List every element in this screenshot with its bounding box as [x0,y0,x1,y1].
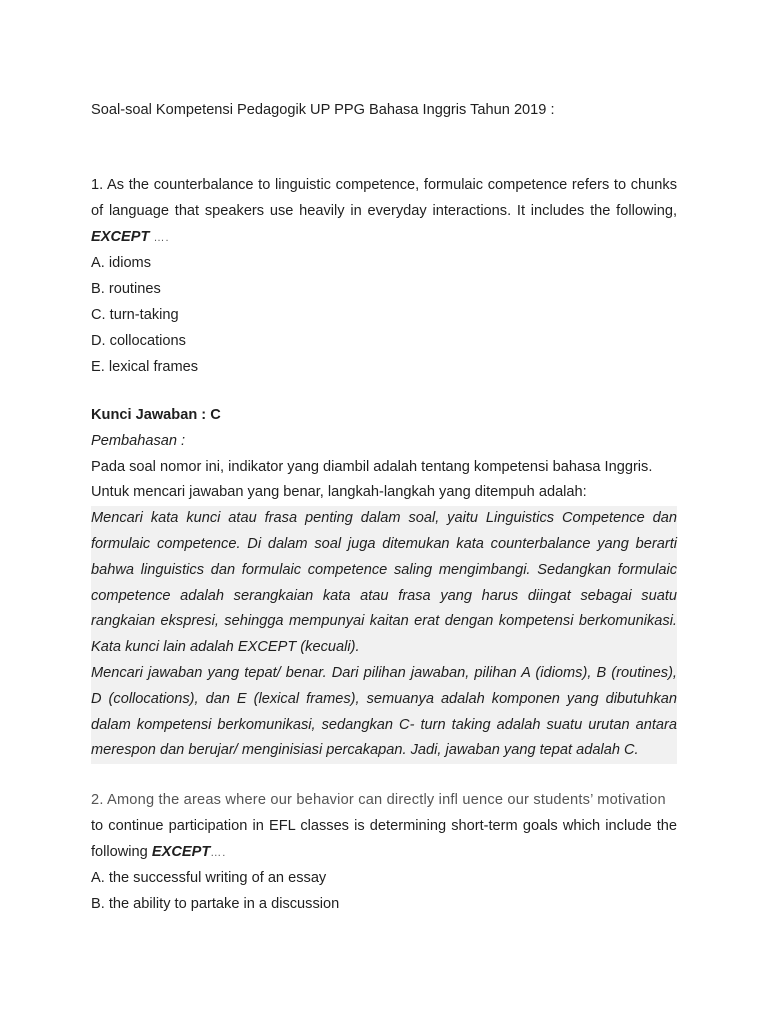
question-1-option-c: C. turn-taking [91,306,179,323]
question-1-option-a: A. idioms [91,255,152,272]
question-2-first-line: 2. Among the areas where our behavior can directly infl uence our students’ motivation [91,792,666,808]
answer-1-section [91,403,677,764]
question-1-option-b: B. routines [91,281,161,298]
question-2 [91,788,677,918]
pembahasan-step-2: Mencari jawaban yang tepat/ benar. Dari pilihan jawaban, pilihan A (idioms), B (routines), D (collocations), dan E (lexical frames), semuanya adalah komponen yang dibutuhkan dalam kompetensi berkomunikasi, sedangkan C- turn taking adalah suatu urutan antara merespon dan berujar/ menginisiasi percakapan. Jadi, jawaban yang tepat adalah C. [91,661,677,764]
question-2-option-b: B. the ability to partake in a discussion [91,896,340,913]
question-1-dots: …. [153,231,170,244]
question-2-except: EXCEPT [151,843,211,860]
pembahasan-step-1: Mencari kata kunci atau frasa penting dalam soal, yaitu Linguistics Competence dan formulaic competence. Di dalam soal juga ditemukan kata counterbalance yang berarti bahwa linguistics dan formulaic competence saling mengimbangi. Sedangkan formulaic competence adalah serangkaian kata atau frasa yang harus diingat sebagai suatu rangkaian ekspresi, sehingga mempunyai kaitan erat dengan kompetensi berkomunikasi. Kata kunci lain adalah EXCEPT (kecuali). [91,506,677,661]
question-1-stem [91,173,677,251]
document-title: Soal-soal Kompetensi Pedagogik UP PPG Bahasa Inggris Tahun 2019 : [91,102,555,118]
question-2-text: to continue participation in EFL classes is determining short-term goals which include the following [91,817,677,860]
pembahasan-label: Pembahasan : [91,432,186,449]
question-1 [91,173,677,380]
pembahasan-intro: Pada soal nomor ini, indikator yang diambil adalah tentang kompetensi bahasa Inggris. Untuk mencari jawaban yang benar, langkah-langkah yang ditempuh adalah: [91,458,653,501]
question-1-except: EXCEPT [91,228,150,245]
question-1-option-d: D. collocations [91,332,186,349]
question-2-option-a: A. the successful writing of an essay [91,870,327,887]
answer-key: Kunci Jawaban : C [91,407,221,423]
question-1-text: 1. As the counterbalance to linguistic competence, formulaic competence refers to chunks of language that speakers use heavily in everyday interactions. It includes the following, [91,177,677,219]
question-2-dots: …. [210,846,227,859]
question-1-option-e: E. lexical frames [91,358,199,375]
question-2-stem [91,814,677,867]
